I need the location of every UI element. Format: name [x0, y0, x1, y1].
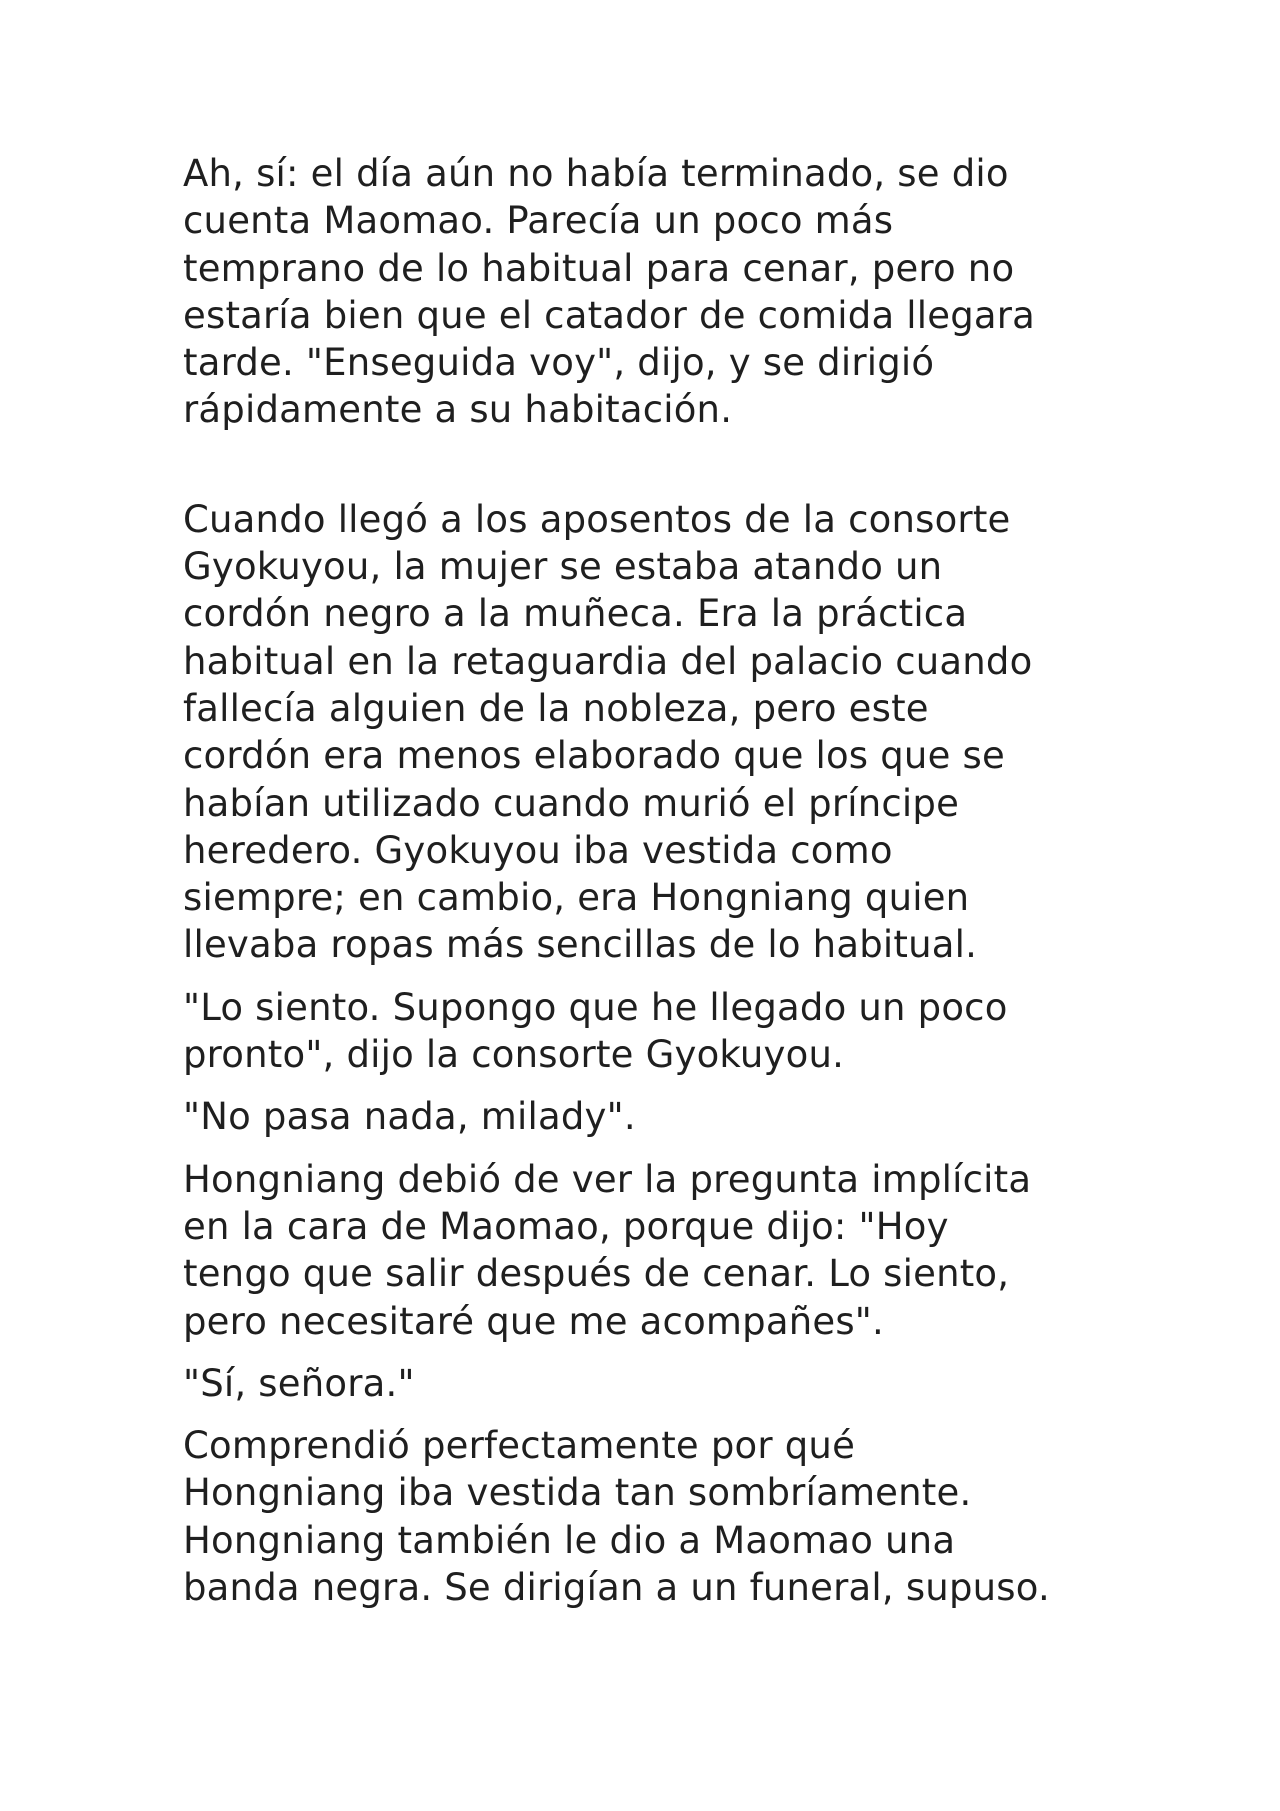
paragraph-6 — [183, 1360, 1203, 1407]
paragraph-7 — [183, 1422, 1203, 1611]
text-line: fallecía alguien de la nobleza, pero este — [183, 686, 929, 730]
body-text — [183, 150, 1203, 1626]
text-line: pero necesitaré que me acompañes". — [183, 1299, 884, 1343]
text-line: en la cara de Maomao, porque dijo: "Hoy — [183, 1204, 949, 1248]
paragraph-2 — [183, 496, 1203, 969]
text-line: "Lo siento. Supongo que he llegado un poco — [183, 985, 1008, 1029]
text-line: "Sí, señora." — [183, 1361, 415, 1405]
text-line: temprano de lo habitual para cenar, pero no — [183, 246, 1015, 290]
text-line: Cuando llegó a los aposentos de la consorte — [183, 497, 1011, 541]
text-line: habitual en la retaguardia del palacio cuando — [183, 639, 1033, 683]
text-line: cordón era menos elaborado que los que se — [183, 734, 1005, 778]
text-line: siempre; en cambio, era Hongniang quien — [183, 876, 970, 920]
paragraph-5 — [183, 1156, 1203, 1345]
text-line: Ah, sí: el día aún no había terminado, se dio — [183, 152, 1009, 195]
text-line: habían utilizado cuando murió el príncipe — [183, 781, 960, 825]
text-line: rápidamente a su habitación. — [183, 388, 733, 432]
text-line: cordón negro a la muñeca. Era la práctica — [183, 592, 968, 636]
text-line: Gyokuyou, la mujer se estaba atando un — [183, 545, 943, 589]
paragraph-3 — [183, 984, 1203, 1079]
text-line: heredero. Gyokuyou iba vestida como — [183, 828, 893, 872]
text-line: "No pasa nada, milady". — [183, 1095, 636, 1139]
text-line: estaría bien que el catador de comida llegara — [183, 293, 1036, 337]
paragraph-1 — [183, 150, 1203, 434]
text-line: cuenta Maomao. Parecía un poco más — [183, 199, 894, 243]
text-line: Hongniang iba vestida tan sombríamente. — [183, 1471, 972, 1515]
text-line: tengo que salir después de cenar. Lo siento, — [183, 1252, 1010, 1296]
text-line: pronto", dijo la consorte Gyokuyou. — [183, 1033, 845, 1077]
text-line: banda negra. Se dirigían a un funeral, supuso. — [183, 1566, 1050, 1610]
paragraph-4 — [183, 1093, 1203, 1140]
text-line: llevaba ropas más sencillas de lo habitual. — [183, 923, 978, 967]
text-line: tarde. "Enseguida voy", dijo, y se dirigió — [183, 341, 935, 385]
text-line: Hongniang también le dio a Maomao una — [183, 1518, 956, 1562]
text-line: Comprendió perfectamente por qué — [183, 1424, 856, 1468]
text-line: Hongniang debió de ver la pregunta implícita — [183, 1157, 1032, 1201]
